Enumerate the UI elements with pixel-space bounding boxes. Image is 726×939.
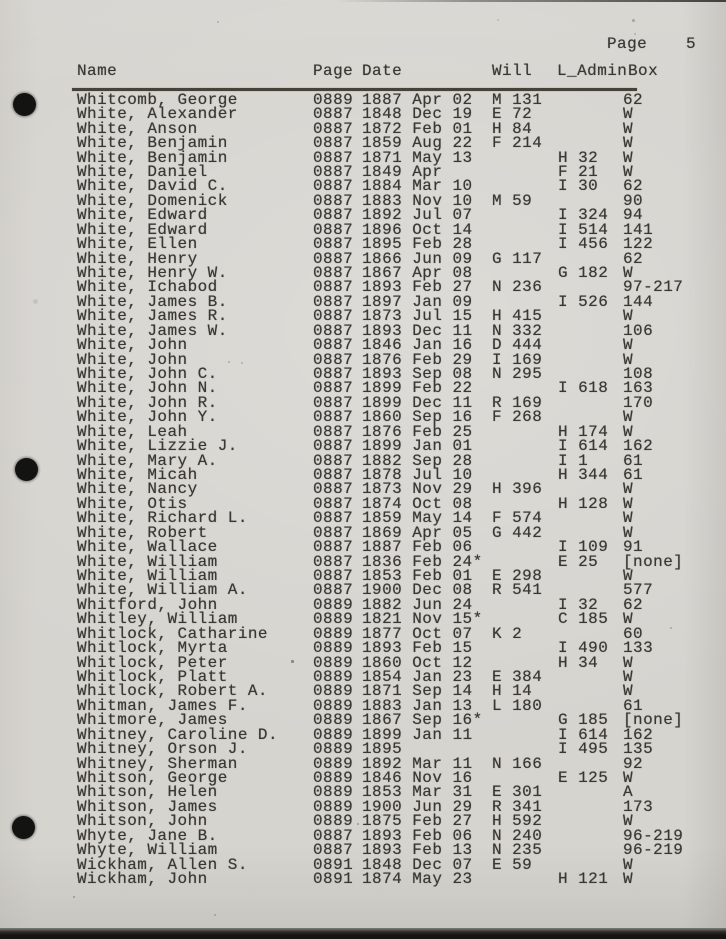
cell-ladmin: I 614 <box>558 437 609 456</box>
cell-will: H 14 <box>492 682 533 701</box>
cell-box: 62 <box>623 595 644 614</box>
cell-box: W <box>623 653 634 672</box>
cell-date: 1854 Jan 23 <box>362 668 473 686</box>
cell-date: 1866 Jun 09 <box>362 249 473 268</box>
cell-box: 61 <box>623 451 644 470</box>
cell-name: White, Daniel <box>77 162 208 181</box>
cell-box: 91 <box>623 538 644 557</box>
cell-date: 1853 Feb 01 <box>362 566 473 585</box>
cell-will: G 442 <box>492 523 543 542</box>
cell-box: 135 <box>623 740 654 759</box>
cell-will: N 240 <box>492 826 543 845</box>
cell-name: Wickham, Allen S. <box>77 855 248 874</box>
cell-page: 0887 <box>313 336 354 355</box>
page-number-label: Page <box>607 34 648 53</box>
cell-will: N 166 <box>492 754 543 773</box>
cell-box: 61 <box>623 465 644 484</box>
cell-name: White, Anson <box>77 119 198 138</box>
cell-box: W <box>623 523 634 542</box>
cell-date: 1883 Jan 13 <box>362 696 473 715</box>
scan-speck <box>634 33 636 35</box>
scan-edge-bottom <box>0 928 726 939</box>
cell-ladmin: H 121 <box>558 870 609 889</box>
cell-page: 0889 <box>313 740 354 759</box>
cell-page: 0889 <box>313 783 354 802</box>
cell-name: Whitson, George <box>77 769 228 787</box>
cell-page: 0887 <box>313 278 354 297</box>
cell-name: Whitson, Helen <box>77 783 218 802</box>
cell-will: M 131 <box>492 90 543 109</box>
cell-box: 92 <box>623 754 644 773</box>
cell-ladmin: I 618 <box>558 379 609 398</box>
cell-date: 1896 Oct 14 <box>362 220 473 239</box>
cell-box: W <box>623 307 634 326</box>
cell-box: W <box>623 668 634 686</box>
cell-date: 1893 Feb 15 <box>362 639 473 658</box>
cell-box: W <box>623 336 634 355</box>
cell-date: 1874 Oct 08 <box>362 494 473 513</box>
cell-page: 0887 <box>313 509 354 528</box>
cell-name: White, Henry <box>77 249 198 268</box>
cell-ladmin: G 185 <box>558 711 609 730</box>
scan-speck <box>33 299 38 304</box>
cell-name: Whitford, John <box>77 595 218 614</box>
cell-will: R 541 <box>492 581 543 600</box>
cell-ladmin: E 25 <box>558 552 599 571</box>
cell-name: White, Wallace <box>77 538 218 557</box>
cell-date: 1848 Dec 07 <box>362 855 473 874</box>
cell-date: 1821 Nov 15* <box>362 610 483 629</box>
cell-name: White, John <box>77 350 188 369</box>
scan-speck <box>217 21 219 23</box>
cell-box: W <box>623 408 634 427</box>
cell-page: 0887 <box>313 249 354 268</box>
cell-box: 62 <box>623 177 644 196</box>
cell-page: 0889 <box>313 668 354 686</box>
cell-name: White, John R. <box>77 393 218 412</box>
cell-page: 0887 <box>313 552 354 571</box>
cell-page: 0889 <box>313 711 354 730</box>
cell-date: 1883 Nov 10 <box>362 191 473 210</box>
cell-date: 1871 May 13 <box>362 148 473 167</box>
cell-name: Whitlock, Peter <box>77 653 228 672</box>
cell-box: W <box>623 769 634 787</box>
cell-date: 1877 Oct 07 <box>362 624 473 643</box>
cell-box: W <box>623 812 634 831</box>
cell-name: White, Henry W. <box>77 263 228 282</box>
cell-page: 0887 <box>313 321 354 340</box>
cell-page: 0887 <box>313 350 354 369</box>
cell-date: 1899 Feb 22 <box>362 379 473 398</box>
cell-date: 1893 Sep 08 <box>362 364 473 383</box>
cell-will: N 236 <box>492 278 543 297</box>
cell-date: 1882 Jun 24 <box>362 595 473 614</box>
cell-date: 1893 Feb 13 <box>362 841 473 860</box>
cell-box: 577 <box>623 581 654 600</box>
cell-ladmin: E 125 <box>558 769 609 787</box>
cell-date: 1900 Dec 08 <box>362 581 473 600</box>
cell-page: 0889 <box>313 610 354 629</box>
cell-box: W <box>623 422 634 441</box>
cell-page: 0887 <box>313 523 354 542</box>
cell-date: 1859 Aug 22 <box>362 134 473 153</box>
cell-date: 1893 Feb 27 <box>362 278 473 297</box>
scan-speck <box>241 362 243 364</box>
scan-speck <box>73 896 75 898</box>
cell-date: 1846 Jan 16 <box>362 336 473 355</box>
cell-date: 1884 Mar 10 <box>362 177 473 196</box>
cell-name: White, Lizzie J. <box>77 437 238 456</box>
cell-box: 162 <box>623 437 654 456</box>
cell-name: White, Otis <box>77 494 188 513</box>
cell-ladmin: I 109 <box>558 538 609 557</box>
cell-box: [none] <box>623 711 684 730</box>
cell-name: White, Nancy <box>77 480 198 499</box>
cell-page: 0887 <box>313 364 354 383</box>
cell-will: F 214 <box>492 134 543 153</box>
cell-name: White, Domenick <box>77 191 228 210</box>
cell-name: White, Ichabod <box>77 278 218 297</box>
cell-date: 1895 <box>362 740 403 759</box>
cell-will: H 592 <box>492 812 543 831</box>
scan-speck <box>228 361 230 363</box>
cell-date: 1899 Dec 11 <box>362 393 473 412</box>
cell-ladmin: H 344 <box>558 465 609 484</box>
cell-date: 1873 Jul 15 <box>362 307 473 326</box>
cell-box: W <box>623 855 634 874</box>
cell-name: Whitlock, Platt <box>77 668 228 686</box>
cell-page: 0887 <box>313 451 354 470</box>
cell-box: 162 <box>623 725 654 744</box>
scan-speck <box>214 914 216 916</box>
cell-ladmin: H 34 <box>558 653 599 672</box>
page-number-value: 5 <box>686 34 697 53</box>
cell-will: N 235 <box>492 841 543 860</box>
cell-name: White, John Y. <box>77 408 218 427</box>
cell-box: W <box>623 148 634 167</box>
cell-name: Whitman, James F. <box>77 696 248 715</box>
cell-date: 1872 Feb 01 <box>362 119 473 138</box>
cell-page: 0889 <box>313 696 354 715</box>
cell-name: Whyte, Jane B. <box>77 826 218 845</box>
cell-will: F 268 <box>492 408 543 427</box>
cell-name: White, David C. <box>77 177 228 196</box>
cell-ladmin: I 495 <box>558 740 609 759</box>
cell-date: 1867 Sep 16* <box>362 711 483 730</box>
cell-box: 122 <box>623 235 654 254</box>
cell-date: 1887 Apr 02 <box>362 90 473 109</box>
cell-will: N 332 <box>492 321 543 340</box>
scan-speck <box>670 627 672 629</box>
cell-will: F 574 <box>492 509 543 528</box>
column-header-date: Date <box>362 61 403 80</box>
cell-will: E 59 <box>492 855 533 874</box>
cell-page: 0887 <box>313 408 354 427</box>
cell-name: Whitley, William <box>77 610 238 629</box>
cell-page: 0887 <box>313 841 354 860</box>
cell-box: [none] <box>623 552 684 571</box>
cell-name: Whitney, Orson J. <box>77 740 248 759</box>
cell-will: E 72 <box>492 105 533 124</box>
cell-name: Whitney, Caroline D. <box>77 725 279 744</box>
cell-date: 1900 Jun 29 <box>362 797 473 816</box>
cell-box: 141 <box>623 220 654 239</box>
cell-date: 1867 Apr 08 <box>362 263 473 282</box>
cell-ladmin: H 174 <box>558 422 609 441</box>
cell-date: 1895 Feb 28 <box>362 235 473 254</box>
cell-name: White, Ellen <box>77 235 198 254</box>
cell-date: 1860 Sep 16 <box>362 408 473 427</box>
cell-page: 0889 <box>313 653 354 672</box>
cell-box: 62 <box>623 249 644 268</box>
cell-box: W <box>623 162 634 181</box>
cell-box: W <box>623 566 634 585</box>
cell-page: 0887 <box>313 119 354 138</box>
cell-box: W <box>623 870 634 889</box>
cell-name: Whitlock, Robert A. <box>77 682 268 701</box>
cell-name: White, John C. <box>77 364 218 383</box>
cell-date: 1876 Feb 29 <box>362 350 473 369</box>
cell-page: 0887 <box>313 263 354 282</box>
cell-will: D 444 <box>492 336 543 355</box>
cell-date: 1876 Feb 25 <box>362 422 473 441</box>
cell-box: W <box>623 682 634 701</box>
cell-name: White, James B. <box>77 292 228 311</box>
column-header-ladmin: L_Admin <box>557 61 628 80</box>
cell-box: 62 <box>623 90 644 109</box>
cell-box: 106 <box>623 321 654 340</box>
cell-date: 1875 Feb 27 <box>362 812 473 831</box>
cell-box: W <box>623 105 634 124</box>
cell-box: W <box>623 119 634 138</box>
cell-box: W <box>623 263 634 282</box>
cell-date: 1899 Jan 11 <box>362 725 473 744</box>
cell-page: 0887 <box>313 480 354 499</box>
cell-name: White, John <box>77 336 188 355</box>
cell-page: 0887 <box>313 206 354 225</box>
cell-page: 0889 <box>313 624 354 643</box>
cell-box: 60 <box>623 624 644 643</box>
cell-will: G 117 <box>492 249 543 268</box>
cell-page: 0887 <box>313 393 354 412</box>
cell-will: M 59 <box>492 191 533 210</box>
cell-box: 97-217 <box>623 278 684 297</box>
cell-name: White, Micah <box>77 465 198 484</box>
cell-ladmin: C 185 <box>558 610 609 629</box>
cell-date: 1897 Jan 09 <box>362 292 473 311</box>
cell-name: White, James W. <box>77 321 228 340</box>
scan-speck <box>632 19 635 22</box>
scan-speck <box>497 19 499 21</box>
cell-will: N 295 <box>492 364 543 383</box>
cell-page: 0887 <box>313 235 354 254</box>
cell-will: K 2 <box>492 624 523 643</box>
cell-page: 0887 <box>313 307 354 326</box>
cell-box: 170 <box>623 393 654 412</box>
cell-ladmin: H 32 <box>558 148 599 167</box>
cell-name: White, William <box>77 552 218 571</box>
cell-date: 1869 Apr 05 <box>362 523 473 542</box>
cell-name: Whitlock, Catharine <box>77 624 268 643</box>
cell-page: 0891 <box>313 870 354 889</box>
cell-ladmin: I 324 <box>558 206 609 225</box>
cell-box: W <box>623 610 634 629</box>
cell-ladmin: I 514 <box>558 220 609 239</box>
cell-ladmin: I 614 <box>558 725 609 744</box>
cell-box: 133 <box>623 639 654 658</box>
cell-page: 0889 <box>313 812 354 831</box>
cell-page: 0889 <box>313 754 354 773</box>
cell-name: Whitson, James <box>77 797 218 816</box>
cell-box: W <box>623 350 634 369</box>
cell-date: 1874 May 23 <box>362 870 473 889</box>
cell-name: Whitson, John <box>77 812 208 831</box>
cell-name: White, James R. <box>77 307 228 326</box>
cell-page: 0887 <box>313 148 354 167</box>
cell-ladmin: I 32 <box>558 595 599 614</box>
cell-date: 1878 Jul 10 <box>362 465 473 484</box>
cell-page: 0887 <box>313 220 354 239</box>
cell-date: 1893 Dec 11 <box>362 321 473 340</box>
cell-box: W <box>623 509 634 528</box>
cell-date: 1836 Feb 24* <box>362 552 483 571</box>
column-header-name: Name <box>77 61 118 80</box>
cell-ladmin: I 490 <box>558 639 609 658</box>
cell-date: 1873 Nov 29 <box>362 480 473 499</box>
cell-will: H 84 <box>492 119 533 138</box>
cell-box: 90 <box>623 191 644 210</box>
cell-name: White, William <box>77 566 218 585</box>
cell-ladmin: G 182 <box>558 263 609 282</box>
cell-page: 0887 <box>313 826 354 845</box>
cell-ladmin: I 1 <box>558 451 589 470</box>
cell-date: 1846 Nov 16 <box>362 769 473 787</box>
cell-page: 0889 <box>313 682 354 701</box>
cell-name: Whitlock, Myrta <box>77 639 228 658</box>
cell-will: H 415 <box>492 307 543 326</box>
cell-date: 1893 Feb 06 <box>362 826 473 845</box>
cell-box: W <box>623 494 634 513</box>
cell-name: White, Alexander <box>77 105 238 124</box>
cell-name: White, Richard L. <box>77 509 248 528</box>
cell-page: 0887 <box>313 162 354 181</box>
cell-ladmin: I 526 <box>558 292 609 311</box>
cell-will: I 169 <box>492 350 543 369</box>
cell-will: L 180 <box>492 696 543 715</box>
cell-will: E 301 <box>492 783 543 802</box>
cell-will: R 169 <box>492 393 543 412</box>
cell-name: Whitney, Sherman <box>77 754 238 773</box>
cell-page: 0887 <box>313 177 354 196</box>
cell-date: 1849 Apr <box>362 162 443 181</box>
cell-name: Whitcomb, George <box>77 90 238 109</box>
cell-page: 0889 <box>313 639 354 658</box>
cell-name: White, John N. <box>77 379 218 398</box>
cell-page: 0889 <box>313 90 354 109</box>
cell-page: 0889 <box>313 595 354 614</box>
cell-box: 144 <box>623 292 654 311</box>
cell-page: 0887 <box>313 538 354 557</box>
cell-box: 173 <box>623 797 654 816</box>
cell-box: 61 <box>623 696 644 715</box>
cell-box: 163 <box>623 379 654 398</box>
cell-name: White, Benjamin <box>77 134 228 153</box>
cell-date: 1887 Feb 06 <box>362 538 473 557</box>
cell-ladmin: F 21 <box>558 162 599 181</box>
cell-name: White, Edward <box>77 220 208 239</box>
cell-page: 0887 <box>313 105 354 124</box>
cell-date: 1859 May 14 <box>362 509 473 528</box>
scan-speck <box>357 823 359 825</box>
cell-date: 1853 Mar 31 <box>362 783 473 802</box>
column-header-page: Page <box>313 61 354 80</box>
cell-will: E 384 <box>492 668 543 686</box>
cell-will: R 341 <box>492 797 543 816</box>
cell-name: White, Leah <box>77 422 188 441</box>
cell-page: 0889 <box>313 797 354 816</box>
column-header-box: Box <box>628 61 659 80</box>
cell-box: 108 <box>623 364 654 383</box>
cell-name: Whitmore, James <box>77 711 228 730</box>
cell-page: 0887 <box>313 566 354 585</box>
cell-box: A <box>623 783 634 802</box>
cell-date: 1848 Dec 19 <box>362 105 473 124</box>
cell-name: Wickham, John <box>77 870 208 889</box>
cell-ladmin: H 128 <box>558 494 609 513</box>
cell-box: W <box>623 480 634 499</box>
cell-page: 0887 <box>313 292 354 311</box>
cell-date: 1871 Sep 14 <box>362 682 473 701</box>
cell-page: 0889 <box>313 769 354 787</box>
cell-ladmin: I 30 <box>558 177 599 196</box>
cell-page: 0889 <box>313 725 354 744</box>
cell-box: 96-219 <box>623 841 684 860</box>
cell-page: 0887 <box>313 379 354 398</box>
cell-will: E 298 <box>492 566 543 585</box>
cell-name: Whyte, William <box>77 841 218 860</box>
cell-date: 1899 Jan 01 <box>362 437 473 456</box>
cell-name: White, Robert <box>77 523 208 542</box>
cell-page: 0891 <box>313 855 354 874</box>
cell-page: 0887 <box>313 465 354 484</box>
cell-page: 0887 <box>313 422 354 441</box>
cell-page: 0887 <box>313 494 354 513</box>
scan-speck <box>291 660 294 663</box>
cell-page: 0887 <box>313 581 354 600</box>
cell-will: H 396 <box>492 480 543 499</box>
cell-date: 1892 Mar 11 <box>362 754 473 773</box>
column-header-will: Will <box>492 61 533 80</box>
cell-box: 96-219 <box>623 826 684 845</box>
scan-edge-top <box>335 0 726 2</box>
cell-page: 0887 <box>313 191 354 210</box>
cell-date: 1892 Jul 07 <box>362 206 473 225</box>
cell-ladmin: I 456 <box>558 235 609 254</box>
table-row <box>0 870 726 889</box>
cell-page: 0887 <box>313 437 354 456</box>
cell-name: White, Edward <box>77 206 208 225</box>
cell-date: 1882 Sep 28 <box>362 451 473 470</box>
cell-page: 0887 <box>313 134 354 153</box>
cell-box: W <box>623 134 634 153</box>
cell-name: White, Benjamin <box>77 148 228 167</box>
cell-box: 94 <box>623 206 644 225</box>
cell-date: 1860 Oct 12 <box>362 653 473 672</box>
cell-name: White, Mary A. <box>77 451 218 470</box>
cell-name: White, William A. <box>77 581 248 600</box>
